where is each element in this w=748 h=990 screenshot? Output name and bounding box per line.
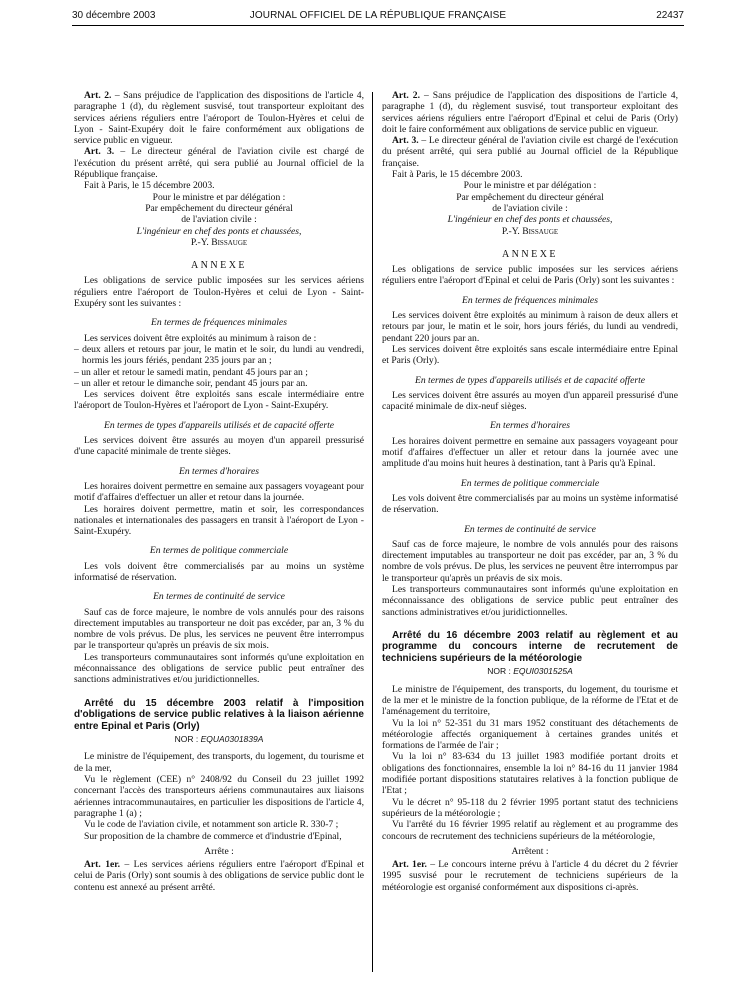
- article-1: [74, 859, 364, 893]
- section-heading: En termes de politique commerciale: [460, 477, 600, 489]
- section-heading: En termes d'horaires: [178, 465, 260, 477]
- paragraph: Les services doivent être assurés au moyen d'un appareil pressurisé d'une capacité minimale de dix-neuf sièges.: [382, 389, 678, 413]
- dash-item: – un aller et retour le dimanche soir, pendant 45 jours par an.: [74, 377, 308, 389]
- article-label: Art. 3.: [392, 135, 419, 147]
- paragraph: Le ministre de l'équipement, des transports, du logement, du tourisme et de la mer,: [74, 751, 364, 774]
- nor-reference: [74, 734, 364, 745]
- article-2: [382, 90, 678, 135]
- signatory-name: P.-Y. Bissauge: [190, 236, 248, 248]
- signature-block: [74, 192, 364, 248]
- article-text: – Le directeur général de l'aviation civile est chargé de l'exécution du présent arrêté, qui sera publié au Journal officiel de la République française.: [382, 135, 678, 169]
- paragraph: Les services doivent être assurés au moyen d'un appareil pressurisé d'une capacité minimale de trente sièges.: [74, 435, 364, 458]
- arrete-title: Arrêté du 15 décembre 2003 relatif à l'imposition d'obligations de service public relatives à la liaison aérienne entre Epinal et Paris (Orly): [74, 697, 364, 732]
- section-heading: En termes de fréquences minimales: [151, 317, 287, 329]
- header-date: 30 décembre 2003: [72, 10, 156, 21]
- signature-block: [382, 180, 678, 236]
- section-heading: En termes de politique commerciale: [149, 545, 289, 557]
- header-journal-title: JOURNAL OFFICIEL DE LA RÉPUBLIQUE FRANÇAISE: [249, 10, 507, 21]
- article-label: Art. 2.: [84, 90, 112, 101]
- paragraph: Les horaires doivent permettre en semaine aux passagers voyageant pour motif d'affaires d'effectuer un aller et retour dans la journée avec une amplitude d'au moins huit heures à destination, tant à Paris qu'à Epinal.: [382, 435, 678, 470]
- left-column: [74, 90, 364, 893]
- paragraph: Les services doivent être exploités sans escale intermédiaire entre Epinal et Paris (Orly).: [382, 343, 678, 367]
- section-heading: En termes de types d'appareils utilisés et de capacité offerte: [103, 419, 335, 431]
- nor-reference: [382, 666, 678, 677]
- article-text: – Le directeur général de l'aviation civile est chargé de l'exécution du présent arrêté, qui sera publié au Journal officiel de la République française.: [74, 146, 365, 181]
- article-label: Art. 1er.: [84, 859, 121, 871]
- page-header: [72, 9, 684, 26]
- paragraph: Les transporteurs communautaires sont informés qu'une exploitation en méconnaissance des obligations de service public peut entraîner des sanctions administratives et/ou juridictionnelles.: [382, 583, 678, 618]
- signature-line: Pour le ministre et par délégation :: [152, 191, 286, 203]
- section-heading: En termes de types d'appareils utilisés et de capacité offerte: [414, 374, 646, 386]
- paragraph: Vu le règlement (CEE) n° 2408/92 du Conseil du 23 juillet 1992 concernant l'accès des transporteurs aériens communautaires aux liaisons aériennes intracommunautaires, en particulier les dispositions de l'article 4, paragraphe 1 (a) ;: [74, 774, 364, 819]
- paragraph: Vu la loi n° 83-634 du 13 juillet 1983 modifiée portant droits et obligations des fonctionnaires, ensemble la loi n° 84-16 du 11 janvier 1984 modifiée portant dispositions statutaires relatives à la fonction publique de l'Etat ;: [382, 751, 678, 797]
- paragraph: Les services doivent être exploités au minimum à raison de :: [84, 332, 317, 344]
- paragraph: Les vols doivent être commercialisés par au moins un système informatisé de réservation.: [74, 560, 364, 583]
- article-text: – Les services aériens réguliers entre l'aéroport d'Epinal et celui de Paris (Orly) sont soumis à des obligations de service public dont le contenu est annexé au présent arrêté.: [74, 859, 364, 893]
- arrete-title: Arrêté du 16 décembre 2003 relatif au règlement et au programme du concours interne de recrutement de techniciens supérieurs de la météorologie: [382, 629, 678, 664]
- paragraph: Les services doivent être exploités sans escale intermédiaire entre l'aéroport de Toulon-Hyères et l'aéroport de Lyon - Saint-Exupéry.: [74, 389, 364, 412]
- fait-a-paris: Fait à Paris, le 15 décembre 2003.: [392, 169, 523, 181]
- article-label: Art. 2.: [392, 90, 420, 101]
- nor-code: EQUA0301839A: [200, 734, 264, 745]
- signature-line: L'ingénieur en chef des ponts et chaussées,: [447, 214, 613, 226]
- section-heading: En termes de continuité de service: [464, 523, 596, 535]
- paragraph: Les horaires doivent permettre, matin et soir, les correspondances nationales et internationales des passagers en transit à l'aéroport de Lyon - Saint-Exupéry.: [74, 503, 364, 538]
- signature-line: de l'aviation civile :: [492, 202, 568, 214]
- arrete-word: Arrête :: [204, 845, 234, 857]
- paragraph: Vu l'arrêté du 16 février 1995 relatif au règlement et au programme des concours de recrutement des techniciens supérieurs de la météorologie,: [382, 819, 678, 842]
- article-text: – Sans préjudice de l'application des dispositions de l'article 4, paragraphe 1 (d), du règlement susvisé, tout transporteur exploitant des services aériens réguliers entre l'aéroport d'Epinal et celui de Paris (Orly) doit le faire conformément aux obligations de service public en vigueur.: [382, 90, 678, 135]
- annexe-heading: ANNEXE: [501, 248, 559, 260]
- article-3: [382, 135, 678, 169]
- signature-line: de l'aviation civile :: [181, 214, 257, 226]
- article-3: [74, 146, 364, 180]
- nor-label: NOR :: [174, 734, 201, 745]
- paragraph: Les services doivent être exploités au minimum à raison de deux allers et retours par jour, le matin et le soir, hors jours fériés, du lundi au vendredi, pendant 220 jours par an.: [382, 310, 678, 344]
- article-label: Art. 3.: [84, 146, 115, 158]
- section-heading: En termes de continuité de service: [153, 591, 285, 603]
- fait-a-paris: Fait à Paris, le 15 décembre 2003.: [84, 180, 215, 192]
- nor-code: EQUI0301525A: [513, 666, 573, 677]
- article-label: Art. 1er.: [392, 859, 427, 871]
- signatory-name: P.-Y. Bissauge: [501, 225, 559, 237]
- article-text: – Sans préjudice de l'application des dispositions de l'article 4, paragraphe 1 (d), du règlement susvisé, tout transporteur exploitant des services aériens réguliers entre l'aéroport de Toulon-Hyères et celui de Lyon - Saint-Exupéry doit le faire conformément aux obligations de service public en vigueur.: [74, 90, 364, 147]
- paragraph: Vu la loi n° 52-351 du 31 mars 1952 constituant des détachements de météorologie affectés organiquement à certaines grandes unités et formations de l'armée de l'air ;: [382, 717, 678, 752]
- dash-item: – un aller et retour le samedi matin, pendant 45 jours par an ;: [74, 366, 308, 378]
- signature-line: Par empêchement du directeur général: [145, 202, 293, 214]
- paragraph: Sauf cas de force majeure, le nombre de vols annulés pour des raisons directement imputables au transporteur ne doit pas excéder, par an, 3 % du nombre de vols prévus. De plus, les services ne peuvent être interrompus par le transporteur qu'après un préavis de six mois.: [74, 606, 364, 652]
- paragraph: Les horaires doivent permettre en semaine aux passagers voyageant pour motif d'affaires d'effectuer un aller et retour dans la journée.: [74, 480, 364, 504]
- signature-line: L'ingénieur en chef des ponts et chaussées,: [136, 225, 302, 237]
- article-1: [382, 859, 678, 893]
- column-divider: [372, 92, 373, 972]
- right-column: [382, 90, 678, 893]
- article-text: – Le concours interne prévu à l'article 4 du décret du 2 février 1995 susvisé pour le recrutement de techniciens supérieurs de la météorologie est organisé conformément aux dispositions ci-après.: [382, 859, 678, 893]
- paragraph: Les transporteurs communautaires sont informés qu'une exploitation en méconnaissance des obligations de service public peut entraîner des sanctions administratives et/ou juridictionnelles.: [74, 651, 364, 686]
- paragraph: Vu le code de l'aviation civile, et notamment son article R. 330-7 ;: [84, 819, 339, 831]
- dash-item: – deux allers et retours par jour, le matin et le soir, du lundi au vendredi, hormis les jours fériés, pendant 235 jours par an ;: [74, 343, 364, 367]
- nor-label: NOR :: [487, 666, 514, 677]
- header-page-number: 22437: [656, 10, 684, 21]
- annexe-heading: ANNEXE: [190, 260, 248, 272]
- section-heading: En termes de fréquences minimales: [462, 294, 598, 306]
- paragraph: Sauf cas de force majeure, le nombre de vols annulés pour des raisons directement imputables au transporteur ne doit pas excéder, par an, 3 % du nombre de vols prévus. De plus, les services ne peuvent être interrompus par le transporteur qu'après un préavis de six mois.: [382, 538, 678, 584]
- article-2: [74, 90, 364, 146]
- annexe-intro: Les obligations de service public imposées sur les services aériens réguliers entre l'aéroport d'Epinal et celui de Paris (Orly) sont les suivantes :: [382, 264, 678, 287]
- arretent-word: Arrêtent :: [511, 845, 549, 857]
- signature-line: Par empêchement du directeur général: [456, 191, 604, 203]
- paragraph: Vu le décret n° 95-118 du 2 février 1995 portant statut des techniciens supérieurs de la météorologie ;: [382, 796, 678, 819]
- paragraph: Les vols doivent être commercialisés par au moins un système informatisé de réservation.: [382, 492, 678, 516]
- section-heading: En termes d'horaires: [489, 420, 571, 432]
- annexe-intro: Les obligations de service public imposées sur les services aériens réguliers entre l'aéroport de Toulon-Hyères et celui de Lyon - Saint-Exupéry sont les suivantes :: [74, 275, 364, 310]
- signature-line: Pour le ministre et par délégation :: [463, 180, 597, 192]
- paragraph: Le ministre de l'équipement, des transports, du logement, du tourisme et de la mer et le ministre de la fonction publique, de la réforme de l'Etat et de l'aménagement du territoire,: [382, 683, 678, 718]
- paragraph: Sur proposition de la chambre de commerce et d'industrie d'Epinal,: [84, 830, 342, 842]
